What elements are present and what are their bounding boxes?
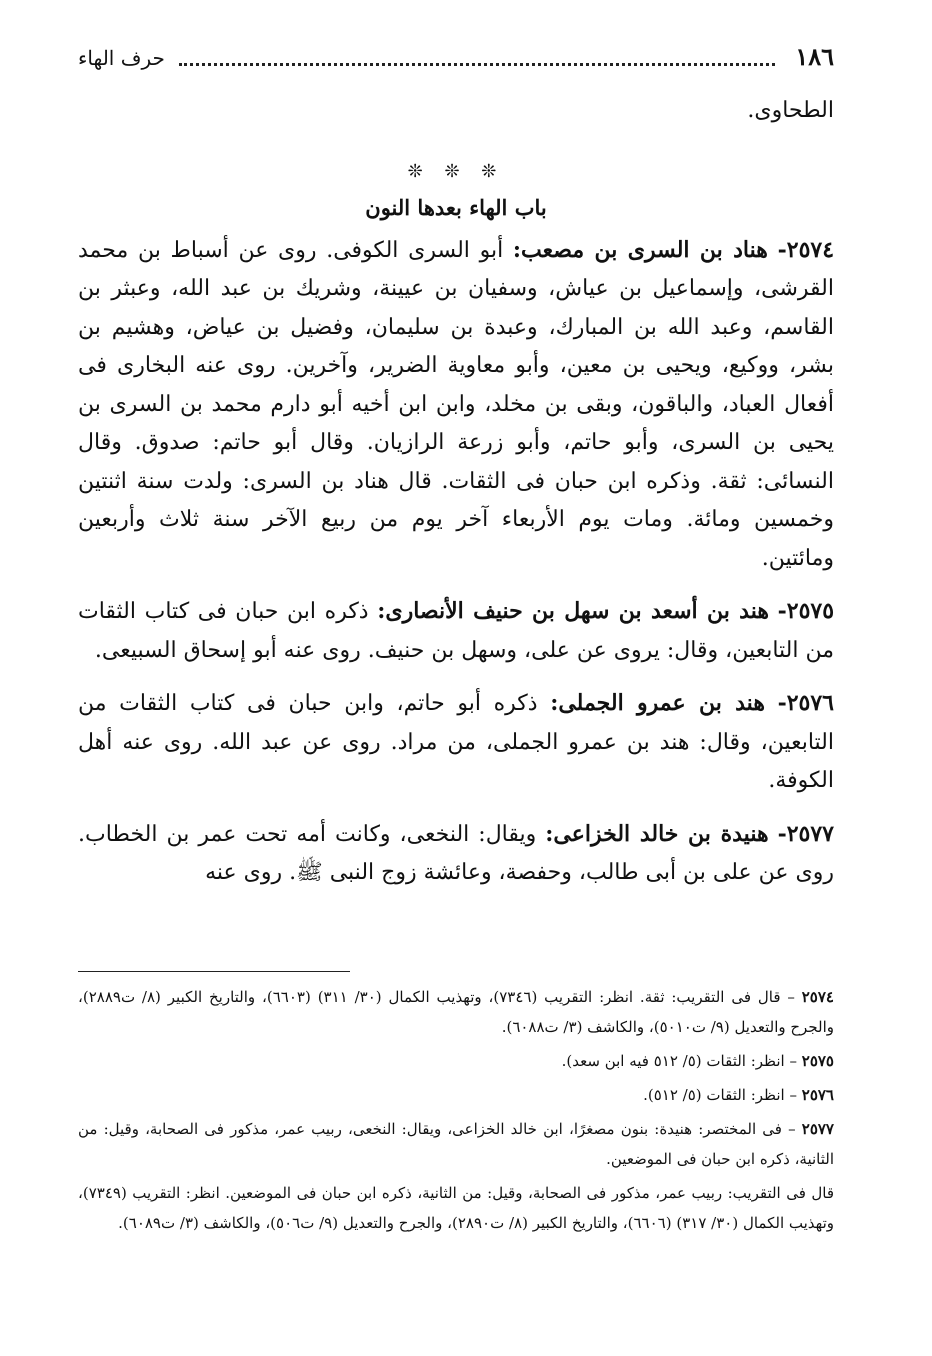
header-leader-dots [179,63,775,66]
footnote-text: قال فى التقريب: ربيب عمر، مذكور فى الصحابة، وقيل: من الثانية، ذكره ابن حبان فى الموضعين. انظر: التقريب (٧٣٤٩)، وتهذيب الكمال (٣٠/ ٣١٧) (٦٦٠٦)، والتاريخ الكبير (٨/ ت٢٨٩٠)، والجرح والتعديل (٩/ ت٥٠٦)، والكاشف (٣/ ت٦٠٨٩). [78,1184,834,1232]
footnote-continuation [78,1178,834,1238]
footnote-text: – فى المختصر: هنيدة: بنون مصغرًا، ابن خالد الخزاعى، ويقال: النخعى، ربيب عمر، مذكور فى الصحابة، وقيل: من الثانية، ذكره ابن حبان فى الموضعين. [78,1120,834,1168]
entry-paragraph [78,815,834,893]
entry-name: هناد بن السرى بن مصعب: [512,236,768,263]
book-page [78,42,834,1326]
entry-name: هنيدة بن خالد الخزاعى: [545,820,769,847]
footnotes [78,982,834,1242]
footnote-number: ٢٥٧٤ [801,988,834,1006]
entry-paragraph [78,592,834,670]
chapter-name: حرف الهاء [78,46,165,70]
entry-text: ذكره أبو حاتم، وابن حبان فى كتاب الثقات من التابعين، وقال: هند بن عمرو الجملى، من مراد. روى عن عبد الله. روى عنه أهل الكوفة. [78,691,834,793]
entry-name: هند بن عمرو الجملى: [550,690,765,716]
entry-number: ٢٥٧٧- [777,820,834,847]
running-header [78,42,834,82]
biography-entry [78,592,834,670]
entry-number: ٢٥٧٥- [777,598,835,624]
continued-text: الطحاوى. [747,98,834,123]
biography-entry [78,231,834,579]
biography-entry [78,684,834,801]
footnote-number: ٢٥٧٧ [801,1120,834,1138]
footnote-number: ٢٥٧٥ [801,1052,834,1070]
footnote-text: – انظر: الثقات (٥/ ٥١٢ فيه ابن سعد). [561,1052,797,1070]
entry-name: هند بن أسعد بن سهل بن حنيف الأنصارى: [377,598,769,624]
footnote-text: – انظر: الثقات (٥/ ٥١٢). [643,1086,797,1104]
entry-text: أبو السرى الكوفى. روى عن أسباط بن محمد القرشى، وإسماعيل بن عياش، وسفيان بن عيينة، وشريك بن عبد الله، وعبثر بن القاسم، وعبد الله بن المبارك، وعبدة بن سليمان، وفضيل بن عياض، وهشيم بن بشر، ووكيع، ويحيى بن معين، وأبو معاوية الضرير، وآخرين. روى عنه البخارى فى أفعال العباد، والباقون، وبقى بن مخلد، وابن ابن أخيه أبو دارم محمد بن السرى بن يحيى بن السرى، وأبو حاتم، وأبو زرعة الرازيان. وقال أبو حاتم: صدوق. وقال النسائى: ثقة. وذكره ابن حبان فى الثقات. قال هناد بن السرى: ولدت سنة اثنتين وخمسين ومائة. ومات يوم الأربعاء آخر يوم من ربيع الآخر سنة ثلاث وأربعين ومائتين. [78,237,834,571]
entry-number: ٢٥٧٦- [777,690,834,716]
asterism-separator: ❊ ❊ ❊ [407,160,505,182]
footnote [78,1114,834,1174]
biography-entry [78,815,834,893]
section-title: باب الهاء بعدها النون [365,194,547,220]
page-number: ١٨٦ [795,42,834,71]
footnote-divider [78,971,350,972]
footnote [78,1046,834,1076]
footnote [78,1080,834,1110]
entry-number: ٢٥٧٤- [777,236,835,263]
footnote-number: ٢٥٧٦ [801,1086,834,1104]
entry-paragraph [78,684,834,801]
entry-text: ذكره ابن حبان فى كتاب الثقات من التابعين، وقال: يروى عن على، وسهل بن حنيف. روى عنه أبو إسحاق السبيعى. [78,599,834,663]
footnote [78,982,834,1042]
entry-text: ويقال: النخعى، وكانت أمه تحت عمر بن الخطاب. روى عن على بن أبى طالب، وحفصة، وعائشة زوج النبى ﷺ. روى عنه [78,821,834,885]
footnote-text: – قال فى التقريب: ثقة. انظر: التقريب (٧٣٤٦)، وتهذيب الكمال (٣٠/ ٣١١) (٦٦٠٣)، والتاريخ الكبير (٨/ ت٢٨٨٩)، والجرح والتعديل (٩/ ت٥٠١٠)، والكاشف (٣/ ت٦٠٨٨). [78,988,834,1036]
entry-paragraph [78,231,834,579]
